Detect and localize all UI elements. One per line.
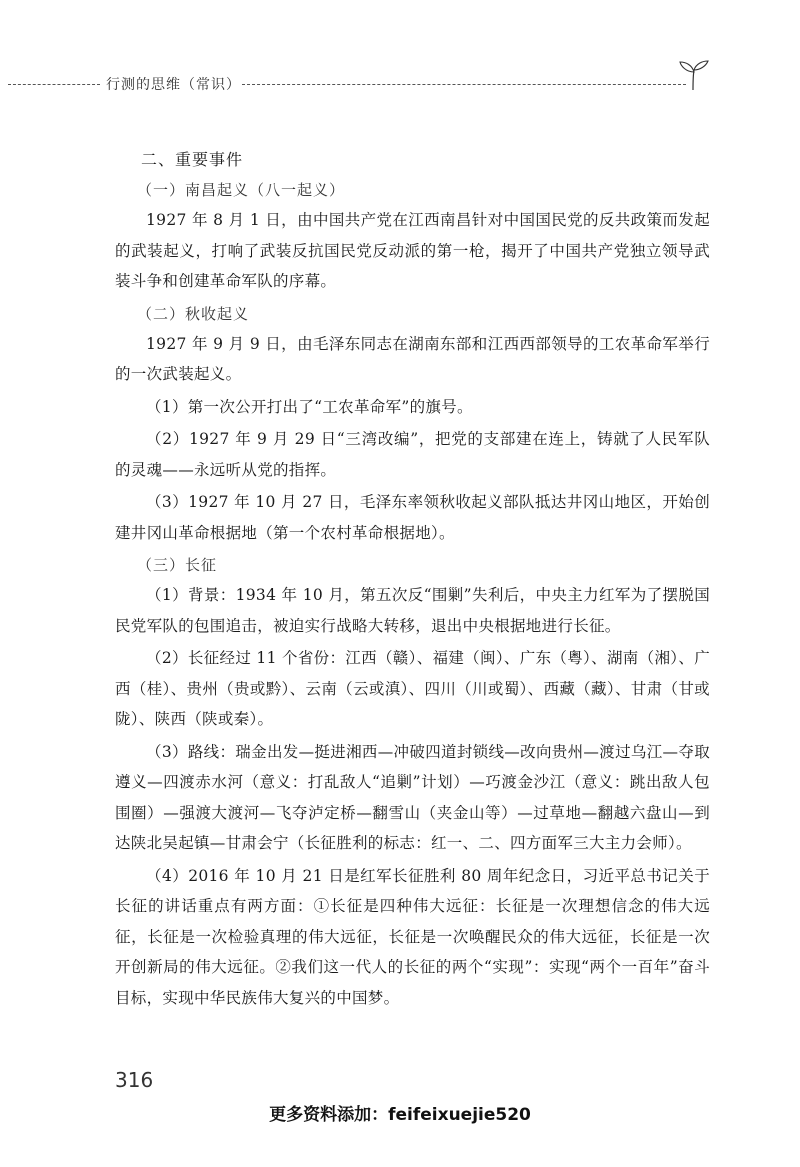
paragraph: （3）1927 年 10 月 27 日，毛泽东率领秋收起义部队抵达井冈山地区，开始创建井冈山革命根据地（第一个农村革命根据地）。 <box>115 493 710 542</box>
page-body <box>115 145 710 1015</box>
header-dashed-rule-right <box>242 84 686 85</box>
paragraph: （4）2016 年 10 月 21 日是红军长征胜利 80 周年纪念日，习近平总书记关于长征的讲话重点有两方面：①长征是四种伟大远征：长征是一次理想信念的伟大远征，长征是一次检验真理的伟大远征，长征是一次唤醒民众的伟大远征，长征是一次开创新局的伟大远征。②我们这一代人的长征的两个“实现”：实现“两个一百年”奋斗目标，实现中华民族伟大复兴的中国梦。 <box>115 866 710 1007</box>
paragraph: （1）第一次公开打出了“工农革命军”的旗号。 <box>146 397 473 416</box>
footer-note: 更多资料添加：feifeixuejie520 <box>269 1105 531 1125</box>
section-heading: 二、重要事件 <box>141 150 244 169</box>
paragraph: （2）长征经过 11 个省份：江西（赣）、福建（闽）、广东（粤）、湖南（湘）、广西（桂）、贵州（贵或黔）、云南（云或滇）、四川（川或蜀）、西藏（藏）、甘肃（甘或陇）、陕西（陕或秦）。 <box>115 649 710 728</box>
event-heading-nanchang: （一）南昌起义（八一起义） <box>137 181 346 199</box>
event-heading-long-march: （三）长征 <box>137 556 218 574</box>
header-book-title: 行测的思维（常识） <box>106 77 241 93</box>
sprout-icon <box>676 60 712 90</box>
event-heading-autumn-harvest: （二）秋收起义 <box>137 304 250 323</box>
paragraph: （1）背景：1934 年 10 月，第五次反“围剿”失利后，中央主力红军为了摆脱国民党军队的包围追击，被迫实行战略大转移，退出中央根据地进行长征。 <box>115 586 710 635</box>
header-dashed-rule-left <box>8 84 100 85</box>
paragraph: （3）路线：瑞金出发—挺进湘西—冲破四道封锁线—改向贵州—渡过乌江—夺取遵义—四渡赤水河（意义：打乱敌人“追剿”计划）—巧渡金沙江（意义：跳出敌人包围圈）—强渡大渡河—飞夺泸定桥—翻雪山（夹金山等）—过草地—翻越六盘山—到达陕北吴起镇—甘肃会宁（长征胜利的标志：红一、二、四方面军三大主力会师）。 <box>115 742 710 852</box>
page-number: 316 <box>115 1068 154 1092</box>
paragraph: （2）1927 年 9 月 29 日“三湾改编”，把党的支部建在连上，铸就了人民军队的灵魂——永远听从党的指挥。 <box>115 430 710 479</box>
paragraph: 1927 年 8 月 1 日，由中国共产党在江西南昌针对中国国民党的反共政策而发起的武装起义，打响了武装反抗国民党反动派的第一枪，揭开了中国共产党独立领导武装斗争和创建革命军队的序幕。 <box>115 211 710 290</box>
paragraph: 1927 年 9 月 9 日，由毛泽东同志在湖南东部和江西西部领导的工农革命军举行的一次武装起义。 <box>115 334 710 383</box>
running-header <box>0 60 800 100</box>
